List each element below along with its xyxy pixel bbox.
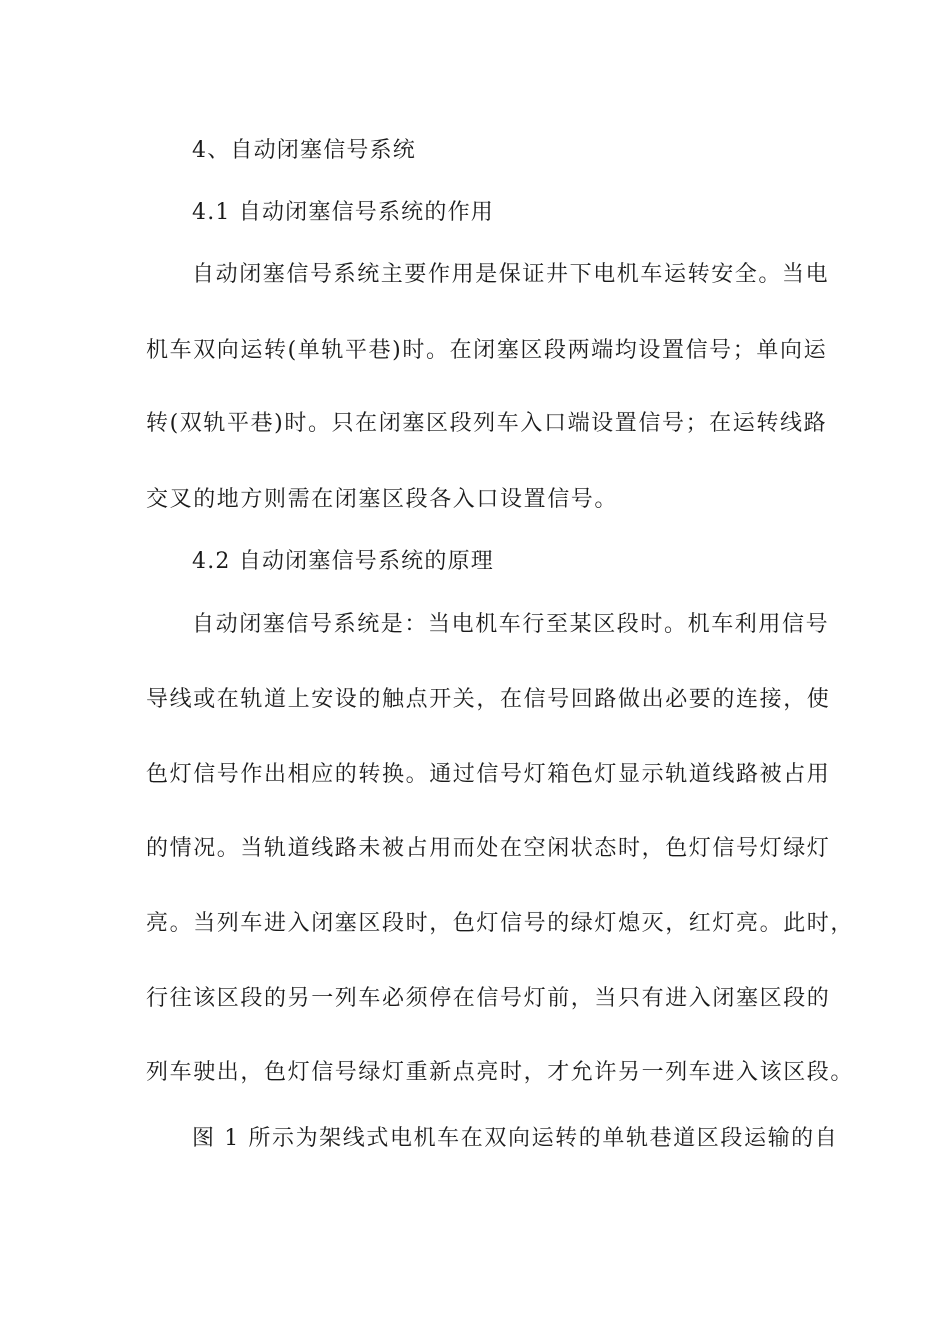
paragraph-line: 自动闭塞信号系统是：当电机车行至某区段时。机车利用信号 <box>192 612 830 637</box>
paragraph-line: 交叉的地方则需在闭塞区段各入口设置信号。 <box>146 487 619 512</box>
paragraph-line: 亮。当列车进入闭塞区段时，色灯信号的绿灯熄灭，红灯亮。此时， <box>146 911 855 936</box>
paragraph-line: 机车双向运转(单轨平巷)时。在闭塞区段两端均设置信号；单向运 <box>146 338 828 363</box>
paragraph-line: 图 1 所示为架线式电机车在双向运转的单轨巷道区段运输的自 <box>192 1126 839 1151</box>
subsection-heading-4-2: 4.2 自动闭塞信号系统的原理 <box>192 549 494 574</box>
paragraph-line: 的情况。当轨道线路未被占用而处在空闲状态时，色灯信号灯绿灯 <box>146 836 831 861</box>
section-heading: 4、自动闭塞信号系统 <box>192 138 416 163</box>
paragraph-line: 转(双轨平巷)时。只在闭塞区段列车入口端设置信号；在运转线路 <box>146 411 828 436</box>
paragraph-line: 自动闭塞信号系统主要作用是保证井下电机车运转安全。当电 <box>192 262 830 287</box>
paragraph-line: 列车驶出，色灯信号绿灯重新点亮时，才允许另一列车进入该区段。 <box>146 1060 855 1085</box>
paragraph-line: 色灯信号作出相应的转换。通过信号灯箱色灯显示轨道线路被占用 <box>146 762 831 787</box>
subsection-heading-4-1: 4.1 自动闭塞信号系统的作用 <box>192 200 494 225</box>
paragraph-line: 行往该区段的另一列车必须停在信号灯前，当只有进入闭塞区段的 <box>146 986 831 1011</box>
paragraph-line: 导线或在轨道上安设的触点开关，在信号回路做出必要的连接，使 <box>146 687 831 712</box>
